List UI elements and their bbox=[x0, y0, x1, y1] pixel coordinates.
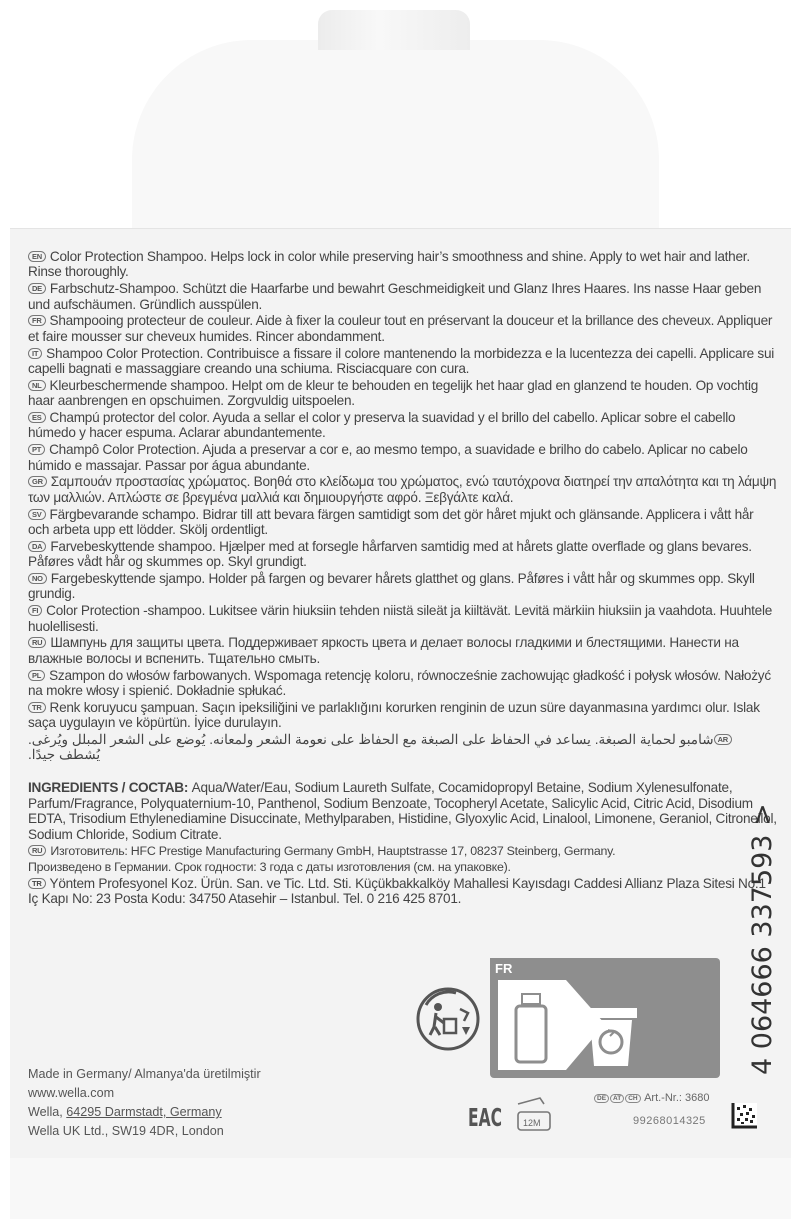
lang-text-ru: Шампунь для защиты цвета. Поддерживает яркость цвета и делает волосы гладкими и блестящими. Нанести на влажные волосы и вспенить. Тщательно смыть. bbox=[28, 635, 739, 666]
lang-text-pt: Champô Color Protection. Ajuda a preservar a cor e, ao mesmo tempo, a suavidade e brilho do cabelo. Aplicar no cabelo húmido e massajar. Passar por água abundante. bbox=[28, 442, 748, 473]
country-code-ch: CH bbox=[625, 1094, 640, 1103]
lang-text-nl: Kleurbeschermende shampoo. Helpt om de kleur te behouden en tegelijk het haar glad en glanzend te houden. Op vochtig haar aanbrengen en opschuimen. Zorgvuldig uitspoelen. bbox=[28, 377, 759, 409]
address-de-prefix: Wella, bbox=[28, 1105, 67, 1119]
pao-jar-icon bbox=[514, 1098, 554, 1134]
lang-text-en: Color Protection Shampoo. Helps lock in color while preserving hair’s smoothness and shine. Apply to wet hair and lather. Rinse thoroughly. bbox=[28, 249, 750, 280]
lang-paragraph-nl bbox=[28, 378, 778, 409]
lang-text-gr: Σαμπουάν προστασίας χρώματος. Βοηθά στο κλείδωμα του χρώματος, ενώ ταυτόχρονα διατηρεί την απαλότητα και τη λάμψη των μαλλιών. Απλώστε σε βρεγμένα μαλλιά και δημιουργήστε αφρό. Ξεβγάλτε καλά. bbox=[28, 474, 777, 505]
language-descriptions bbox=[28, 249, 778, 764]
lang-code-da: DA bbox=[28, 541, 46, 552]
pao-text: 12M bbox=[523, 1118, 541, 1128]
lang-text-fi: Color Protection -shampoo. Lukitsee värin hiuksiin tehden niistä sileät ja kiiltävät. Levitä märkiin hiuksiin ja vaahdota. Huuhtele huolellisesti. bbox=[28, 603, 773, 634]
address-uk-line: Wella UK Ltd., SW19 4DR, London bbox=[28, 1124, 224, 1138]
lang-code-nl: NL bbox=[28, 380, 46, 391]
bottle-neck bbox=[318, 10, 470, 50]
ingredients-paragraph bbox=[28, 780, 778, 842]
made-in-line: Made in Germany/ Almanya'da üretilmiştir bbox=[28, 1067, 261, 1081]
lang-code-ru: RU bbox=[28, 637, 46, 648]
fr-country-label: FR bbox=[495, 961, 513, 976]
ru-manufacturer-text: Изготовитель: HFC Prestige Manufacturing Germany GmbH, Hauptstrasse 17, 08237 Steinberg, Germany. bbox=[50, 844, 616, 859]
ingredients-text: Aqua/Water/Eau, Sodium Laureth Sulfate, Cocamidopropyl Betaine, Sodium Xylenesulfonate, Parfum/Fragrance, Polyquaternium-10, Panthenol, Sodium Benzoate, Tocopheryl Acetate, Salicylic Acid, Citric Acid, Disodium EDTA, Trisodium Ethylenediamine Disuccinate, Methylparaben, Histidine, Glyoxylic Acid, Linalool, Limonene, Geraniol, Citronellol, Sodium Chloride, Sodium Citrate. bbox=[28, 780, 777, 842]
lang-paragraph-pt bbox=[28, 442, 778, 473]
ru-production: Произведено в Германии. Срок годности: 3 года с даты изготовления (см. на упаковке). bbox=[28, 859, 511, 874]
recycle-person-icon bbox=[412, 983, 484, 1055]
website-line: www.wella.com bbox=[28, 1086, 115, 1100]
article-text: Art.-Nr.: 3680 bbox=[644, 1092, 710, 1104]
lang-code-ar: AR bbox=[714, 734, 732, 745]
lang-paragraph-no bbox=[28, 571, 778, 602]
ingredients-block bbox=[28, 780, 778, 907]
lang-text-ar: شامبو لحماية الصبغة. يساعد في الحفاظ على الصبغة مع الحفاظ على نعومة الشعر ولمعانه. يُوضع على الشعر المبلل ويُرغى. يُشطف جيدًا. bbox=[28, 732, 714, 763]
address-de-city: 64295 Darmstadt, Germany bbox=[66, 1105, 222, 1119]
origin-block bbox=[28, 1065, 261, 1141]
lang-paragraph-es bbox=[28, 410, 778, 441]
triman-sorting-icon bbox=[490, 958, 720, 1078]
country-code-de: DE bbox=[594, 1094, 609, 1103]
lang-paragraph-it bbox=[28, 346, 778, 377]
bottle-bottom bbox=[10, 1158, 791, 1219]
lang-paragraph-ar bbox=[28, 732, 778, 763]
lang-text-de: Farbschutz-Shampoo. Schützt die Haarfarbe und bewahrt Geschmeidigkeit und Glanz Ihres Haares. Ins nasse Haar geben und aufschäumen. Gründlich ausspülen. bbox=[28, 281, 762, 312]
eac-text: EAC bbox=[468, 1103, 502, 1132]
lang-code-es: ES bbox=[28, 412, 46, 423]
lang-code-it: IT bbox=[28, 348, 42, 359]
lang-text-it: Shampoo Color Protection. Contribuisce a fissare il colore mantenendo la morbidezza e la lucentezza dei capelli. Applicare sui capelli bagnati e massaggiare creando una schiuma. Risciacquare con cura. bbox=[28, 345, 775, 377]
lang-paragraph-pl bbox=[28, 668, 778, 699]
lang-paragraph-sv bbox=[28, 507, 778, 538]
tr-importer-text: Yöntem Profesyonel Koz. Ürün. San. ve Tic. Ltd. Sti. Küçükbakkalköy Mahallesi Kayısdagı Caddesi Allianz Plaza Sitesi No:1 Iç Kapı No: 23 Posta Kodu: 34750 Atasehir – Istanbul. Tel. 0 216 425 8701. bbox=[28, 875, 766, 907]
ru-manufacturer bbox=[28, 844, 778, 860]
lang-text-da: Farvebeskyttende shampoo. Hjælper med at forsegle hårfarven samtidig med at hårets glatte overflade og glans bevares. Påføres vådt hår og skummes op. Skyl grundigt. bbox=[28, 538, 752, 570]
lang-paragraph-gr bbox=[28, 474, 778, 505]
article-number bbox=[594, 1092, 709, 1104]
lang-code-ru: RU bbox=[28, 845, 46, 856]
eac-mark-icon bbox=[468, 1098, 502, 1132]
lang-text-tr: Renk koruyucu şampuan. Saçın ipeksiliğini ve parlaklığını korurken renginin de uzun süre dayanmasına yardımcı olur. Islak saça uygulayın ve köpürtün. İyice durulayın. bbox=[28, 699, 760, 731]
lang-code-no: NO bbox=[28, 573, 47, 584]
lang-code-fr: FR bbox=[28, 315, 46, 326]
tr-importer bbox=[28, 876, 778, 907]
lang-paragraph-fr bbox=[28, 313, 778, 344]
product-code: 99268014325 bbox=[633, 1115, 706, 1127]
lang-code-sv: SV bbox=[28, 509, 46, 520]
lang-text-pl: Szampon do włosów farbowanych. Wspomaga retencję koloru, równocześnie zachowując gładkość i połysk włosów. Nałożyć na mokre włosy i spienić. Dokładnie spłukać. bbox=[28, 667, 771, 699]
lang-code-tr: TR bbox=[28, 702, 46, 713]
barcode-digits: 4 064666 337593 > bbox=[747, 803, 778, 1075]
lang-paragraph-da bbox=[28, 539, 778, 570]
datamatrix-code-icon bbox=[733, 1103, 757, 1127]
lang-code-fi: FI bbox=[28, 605, 42, 616]
lang-text-es: Champú protector del color. Ayuda a sellar el color y preserva la suavidad y el brillo del cabello. Aplicar sobre el cabello húmedo y hacer espuma. Aclarar abundantemente. bbox=[28, 410, 736, 441]
lang-code-gr: GR bbox=[28, 476, 47, 487]
lang-paragraph-en bbox=[28, 249, 778, 280]
lang-code-de: DE bbox=[28, 283, 46, 294]
lang-code-pt: PT bbox=[28, 444, 45, 455]
barcode-number bbox=[735, 803, 778, 1077]
lang-paragraph-de bbox=[28, 281, 778, 312]
country-code-at: AT bbox=[610, 1094, 624, 1103]
lang-code-pl: PL bbox=[28, 670, 45, 681]
address-de-line bbox=[28, 1103, 261, 1122]
lang-text-no: Fargebeskyttende sjampo. Holder på fargen og bevarer hårets glatthet og glans. Påføres i vått hår og skummes opp. Skyll grundig. bbox=[28, 571, 755, 602]
lang-paragraph-fi bbox=[28, 603, 778, 634]
lang-text-fr: Shampooing protecteur de couleur. Aide à fixer la couleur tout en préservant la douceur et la brillance des cheveux. Appliquer et faire mousser sur cheveux humides. Rincer abondamment. bbox=[28, 313, 773, 344]
lang-text-sv: Färgbevarande schampo. Bidrar till att bevara färgen samtidigt som det gör håret mjukt och glänsande. Applicera i vått hår och arbeta upp ett lödder. Skölj ordentligt. bbox=[28, 506, 754, 538]
ingredients-heading: INGREDIENTS / СОСТАВ: bbox=[28, 780, 189, 795]
bottle-shoulder bbox=[132, 40, 659, 260]
lang-paragraph-ru bbox=[28, 635, 778, 666]
lang-code-en: EN bbox=[28, 251, 46, 262]
lang-paragraph-tr bbox=[28, 700, 778, 731]
lang-code-tr: TR bbox=[28, 878, 46, 889]
